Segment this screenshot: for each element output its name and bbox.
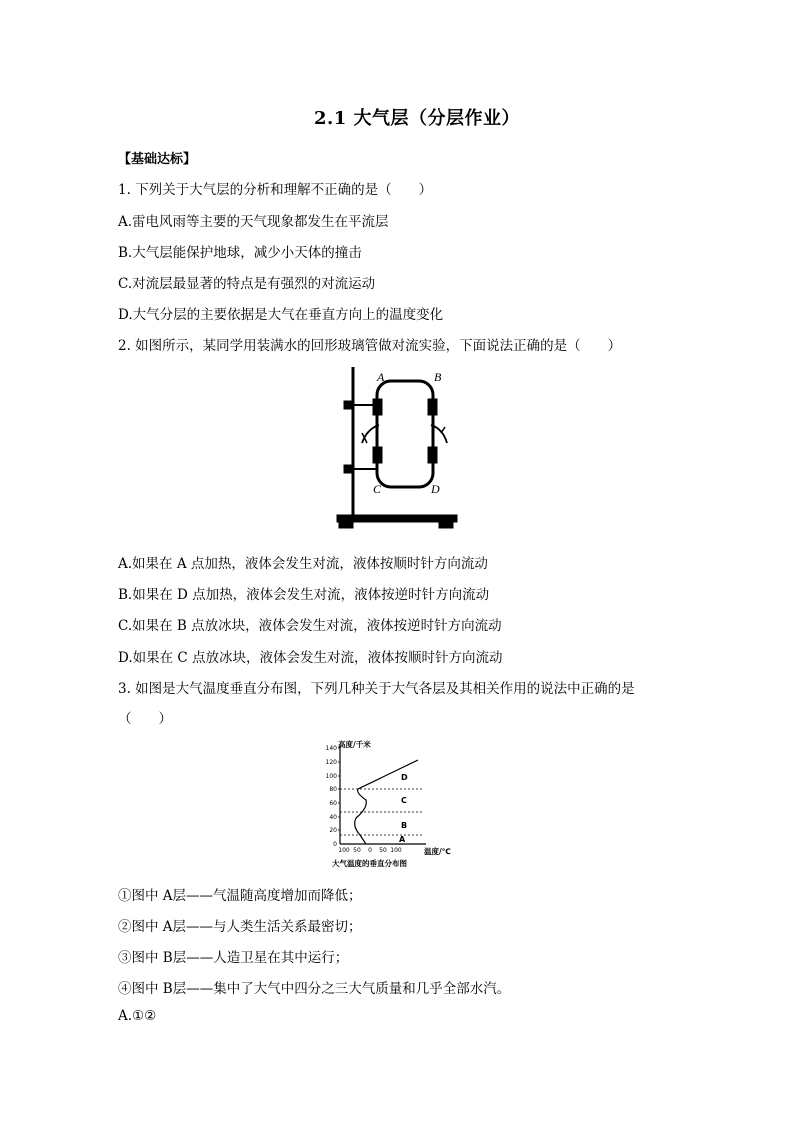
layer-label-c: C	[401, 796, 407, 805]
y-tick: 20	[329, 827, 337, 834]
point-label-b: B	[434, 370, 442, 384]
q2-option-d: D.如果在 C 点放冰块，液体会发生对流，液体按顺时针方向流动	[118, 650, 503, 666]
q1-option-a: A.雷电风雨等主要的天气现象都发生在平流层	[118, 214, 389, 230]
retort-stand	[337, 367, 457, 528]
q1-option-d: D.大气分层的主要依据是大气在垂直方向上的温度变化	[118, 307, 444, 323]
y-tick: 60	[329, 800, 337, 807]
y-tick: 40	[329, 814, 337, 821]
x-axis-label: 温度/℃	[424, 847, 451, 856]
x-tick: 100	[338, 847, 350, 854]
point-label-c: C	[373, 482, 382, 496]
layer-label-a: A	[399, 835, 406, 844]
y-tick: 100	[326, 773, 337, 780]
q3-stem-line2: （ ）	[118, 711, 172, 727]
point-label-d: D	[431, 482, 440, 496]
x-tick: 0	[368, 847, 372, 854]
q1-option-c: C.对流层最显著的特点是有强烈的对流运动	[118, 276, 376, 292]
section-heading: 【基础达标】	[118, 152, 197, 167]
temperature-profile-figure	[326, 738, 476, 870]
layer-label-d: D	[401, 773, 408, 782]
y-tick: 120	[326, 759, 337, 766]
q3-option-a: A.①②	[118, 1008, 157, 1024]
q3-statement-2: ②图中 A层——与人类生活关系最密切；	[118, 919, 362, 935]
q2-option-a: A.如果在 A 点加热，液体会发生对流，液体按顺时针方向流动	[118, 556, 488, 572]
q2-stem: 2. 如图所示，某同学用装满水的回形玻璃管做对流实验，下面说法正确的是（ ）	[118, 338, 622, 354]
q2-option-c: C.如果在 B 点放冰块，液体会发生对流，液体按逆时针方向流动	[118, 618, 502, 634]
layer-label-b: B	[401, 821, 408, 830]
y-axis-label: 高度/千米	[338, 740, 371, 749]
rectangular-glass-tube	[362, 381, 447, 487]
y-tick: 80	[329, 786, 337, 793]
x-tick: 100	[390, 847, 402, 854]
q3-statement-4: ④图中 B层——集中了大气中四分之三大气质量和几乎全部水汽。	[118, 981, 511, 997]
q2-option-b: B.如果在 D 点加热，液体会发生对流，液体按逆时针方向流动	[118, 587, 490, 603]
convection-apparatus-figure	[335, 363, 460, 533]
q1-stem: 1. 下列关于大气层的分析和理解不正确的是（ ）	[118, 182, 433, 198]
q3-statement-1: ①图中 A层——气温随高度增加而降低；	[118, 888, 362, 904]
x-tick: 50	[379, 847, 387, 854]
q3-statement-3: ③图中 B层——人造卫星在其中运行；	[118, 950, 349, 966]
figure-caption: 大气温度的垂直分布图	[332, 859, 407, 868]
point-label-a: A	[377, 370, 385, 384]
page-title: 2.1 大气层（分层作业）	[313, 108, 521, 129]
x-tick: 50	[353, 847, 361, 854]
y-tick: 0	[333, 841, 337, 848]
y-tick: 140	[326, 745, 337, 752]
q3-stem-line1: 3. 如图是大气温度垂直分布图，下列几种关于大气各层及其相关作用的说法中正确的是	[118, 681, 635, 697]
q1-option-b: B.大气层能保护地球，减少小天体的撞击	[118, 245, 362, 261]
